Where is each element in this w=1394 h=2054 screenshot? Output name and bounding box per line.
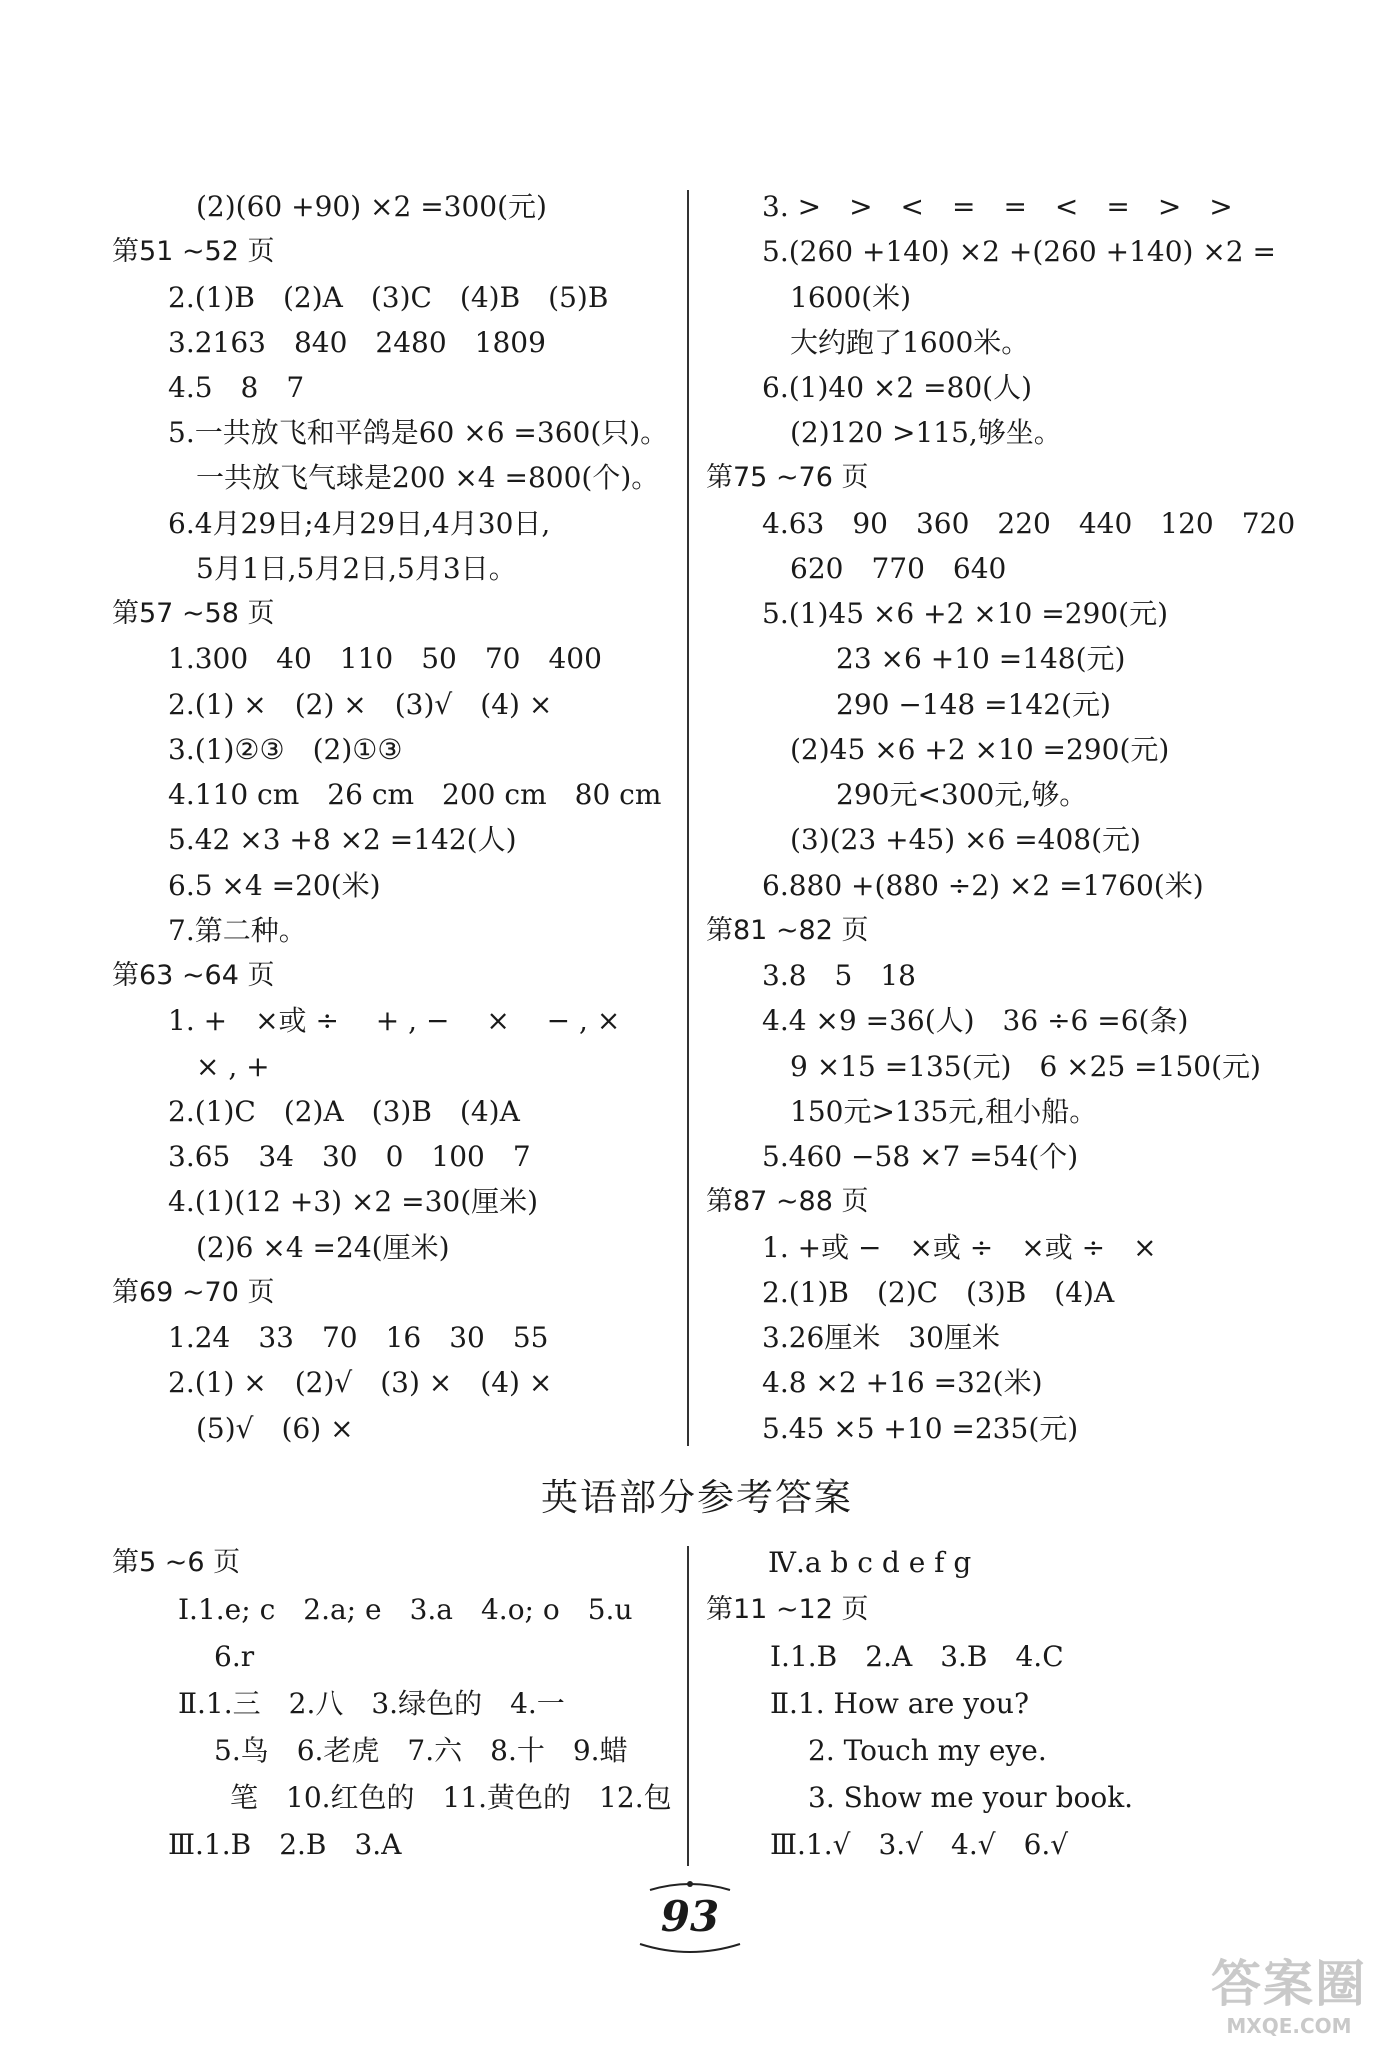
answer-line: (3)(23 +45) ×6 =408(元) — [790, 823, 1141, 856]
answer-line: 5.鸟 6.老虎 7.六 8.十 9.蜡 — [214, 1734, 628, 1767]
answer-line: 1. +或 − ×或 ÷ ×或 ÷ × — [762, 1231, 1157, 1264]
answer-line: 1. + ×或 ÷ + , − × − , × — [168, 1004, 621, 1037]
page-number-badge — [620, 1878, 760, 1958]
answer-line: 6.(1)40 ×2 =80(人) — [762, 371, 1033, 404]
answer-line: 6.r — [214, 1640, 255, 1673]
page-range-heading: 第81 ~82 页 — [706, 915, 869, 946]
answer-line: 2.(1)B (2)A (3)C (4)B (5)B — [168, 281, 609, 314]
answer-line: Ⅰ.1.B 2.A 3.B 4.C — [770, 1640, 1064, 1673]
answer-line: 1.300 40 110 50 70 400 — [168, 642, 602, 675]
answer-line: 1600(米) — [790, 281, 912, 314]
page-range-heading: 第57 ~58 页 — [112, 598, 275, 629]
answer-line: 3.2163 840 2480 1809 — [168, 326, 546, 359]
answer-line: 大约跑了1600米。 — [790, 326, 1030, 359]
answer-line: 1.24 33 70 16 30 55 — [168, 1321, 549, 1354]
page-range-heading: 第63 ~64 页 — [112, 960, 275, 991]
answer-line: (2)120 >115,够坐。 — [790, 416, 1062, 449]
answer-line: 290元<300元,够。 — [836, 778, 1088, 811]
answer-line: 4.(1)(12 +3) ×2 =30(厘米) — [168, 1185, 539, 1218]
answer-line: 290 −148 =142(元) — [836, 688, 1111, 721]
answer-line: 2.(1)C (2)A (3)B (4)A — [168, 1095, 520, 1128]
answer-line: 7.第二种。 — [168, 914, 307, 947]
answer-line: 6.880 +(880 ÷2) ×2 =1760(米) — [762, 869, 1204, 902]
answer-line: 3.65 34 30 0 100 7 — [168, 1140, 531, 1173]
page-range-heading: 第69 ~70 页 — [112, 1277, 275, 1308]
answer-line: 2.(1) × (2)√ (3) × (4) × — [168, 1366, 553, 1399]
answer-line: 3.26厘米 30厘米 — [762, 1321, 1000, 1354]
page-number: 93 — [660, 1892, 720, 1941]
answer-line: 4.110 cm 26 cm 200 cm 80 cm — [168, 778, 662, 811]
answer-line: 4.8 ×2 +16 =32(米) — [762, 1366, 1043, 1399]
answer-line: 23 ×6 +10 =148(元) — [836, 642, 1126, 675]
page-range-heading: 第5 ~6 页 — [112, 1547, 241, 1578]
answer-line: 620 770 640 — [790, 552, 1007, 585]
answer-line: 4.4 ×9 =36(人) 36 ÷6 =6(条) — [762, 1004, 1189, 1037]
answer-line: 4.63 90 360 220 440 120 720 — [762, 507, 1296, 540]
answer-line: 笔 10.红色的 11.黄色的 12.包 — [230, 1781, 672, 1814]
answer-line: 5.(260 +140) ×2 +(260 +140) ×2 = — [762, 235, 1276, 268]
watermark — [1204, 1954, 1374, 2044]
page-range-heading: 第51 ~52 页 — [112, 236, 275, 267]
answer-line: × , + — [196, 1050, 270, 1083]
answer-line: 2.(1) × (2) × (3)√ (4) × — [168, 688, 553, 721]
page-range-heading: 第87 ~88 页 — [706, 1186, 869, 1217]
answer-line: 5.45 ×5 +10 =235(元) — [762, 1412, 1079, 1445]
answer-line: 一共放飞气球是200 ×4 =800(个)。 — [196, 461, 660, 494]
answer-line: 2.(1)B (2)C (3)B (4)A — [762, 1276, 1115, 1309]
answer-line: 5.460 −58 ×7 =54(个) — [762, 1140, 1079, 1173]
watermark-logo: 答案圈 — [1211, 1955, 1367, 2013]
answer-line: Ⅱ.1. How are you? — [770, 1687, 1029, 1720]
answer-line: Ⅱ.1.三 2.八 3.绿色的 4.一 — [178, 1687, 565, 1720]
answer-line: (2)45 ×6 +2 ×10 =290(元) — [790, 733, 1170, 766]
answer-line: Ⅲ.1.√ 3.√ 4.√ 6.√ — [770, 1828, 1069, 1861]
answer-line: 5.42 ×3 +8 ×2 =142(人) — [168, 823, 517, 856]
answer-line: 5.一共放飞和平鸽是60 ×6 =360(只)。 — [168, 416, 669, 449]
page-range-heading: 第11 ~12 页 — [706, 1594, 869, 1625]
answer-line: Ⅰ.1.e; c 2.a; e 3.a 4.o; o 5.u — [178, 1593, 633, 1626]
section-title: 英语部分参考答案 — [541, 1476, 853, 1519]
answer-line: 3.8 5 18 — [762, 959, 916, 992]
answer-line: 2. Touch my eye. — [808, 1734, 1047, 1767]
column-divider — [687, 190, 689, 1446]
answer-line: (2)6 ×4 =24(厘米) — [196, 1231, 450, 1264]
answer-line: (5)√ (6) × — [196, 1412, 354, 1445]
answer-line: 3. Show me your book. — [808, 1781, 1134, 1814]
answer-line: 6.4月29日;4月29日,4月30日, — [168, 507, 551, 540]
column-divider — [687, 1546, 689, 1866]
answer-line: 6.5 ×4 =20(米) — [168, 869, 381, 902]
answer-line: Ⅳ.a b c d e f g — [768, 1546, 972, 1579]
answer-line: 3. > > < = = < = > > — [762, 190, 1233, 223]
answer-line: (2)(60 +90) ×2 =300(元) — [196, 190, 547, 223]
answer-line: 9 ×15 =135(元) 6 ×25 =150(元) — [790, 1050, 1261, 1083]
watermark-url: MXQE.COM — [1226, 2014, 1352, 2038]
answer-line: 4.5 8 7 — [168, 371, 305, 404]
page-range-heading: 第75 ~76 页 — [706, 462, 869, 493]
answer-line: 5.(1)45 ×6 +2 ×10 =290(元) — [762, 597, 1169, 630]
answer-line: 3.(1)②③ (2)①③ — [168, 733, 403, 766]
answer-line: 150元>135元,租小船。 — [790, 1095, 1098, 1128]
answer-line: 5月1日,5月2日,5月3日。 — [196, 552, 517, 585]
answer-line: Ⅲ.1.B 2.B 3.A — [168, 1828, 402, 1861]
